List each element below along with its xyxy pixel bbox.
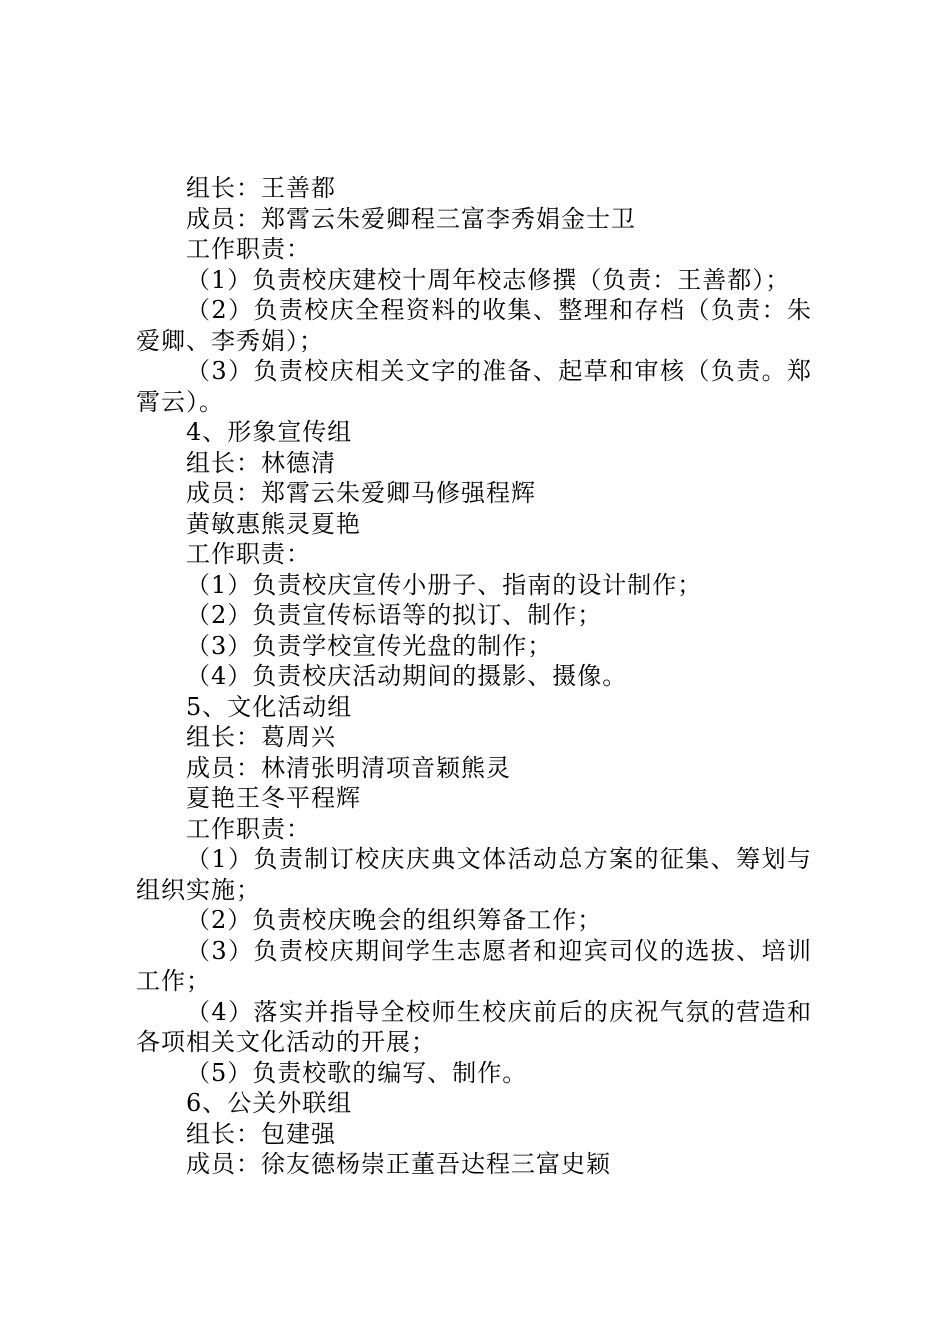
team-leader-line: 组长：葛周兴 [186,723,336,751]
duty-item: （4）落实并指导全校师生校庆前后的庆祝气氛的营造和各项相关文化活动的开展； [136,997,812,1056]
duty-item: （3）负责校庆期间学生志愿者和迎宾司仪的选拔、培训工作； [136,936,812,995]
duty-item: （3）负责学校宣传光盘的制作； [186,631,553,660]
duties-heading: 工作职责： [186,540,311,568]
team-members-line: 黄敏惠熊灵夏艳 [186,509,361,538]
team-members-line: 成员：郑霄云朱爱卿程三富李秀娟金士卫 [186,204,636,233]
duty-item: （2）负责宣传标语等的拟订、制作； [186,601,603,629]
team-members-line: 夏艳王冬平程辉 [186,784,361,812]
team-members-line: 成员：徐友德杨崇正董吾达程三富史颖 [186,1150,611,1178]
team-leader-line: 组长：林德清 [186,448,336,477]
duty-item: （2）负责校庆全程资料的收集、整理和存档（负责：朱爱卿、李秀娟）； [136,296,812,355]
team-members-line: 成员：林清张明清项音颖熊灵 [186,753,511,782]
team-leader-line: 组长：包建强 [186,1119,336,1148]
team-leader-line: 组长：王善都 [186,174,336,202]
team-members-line: 成员：郑霄云朱爱卿马修强程辉 [186,479,536,507]
duty-item: （3）负责校庆相关文字的准备、起草和审核（负责。郑霄云）。 [136,357,812,416]
duty-item: （4）负责校庆活动期间的摄影、摄像。 [186,662,628,690]
section-heading-public-relations: 6、公关外联组 [186,1089,353,1117]
duty-item: （2）负责校庆晚会的组织筹备工作； [186,906,603,934]
duty-item: （1）负责校庆宣传小册子、指南的设计制作； [186,570,703,599]
duties-heading: 工作职责： [186,235,311,263]
duty-item: （1）负责校庆建校十周年校志修撰（负责：王善都）； [186,265,791,294]
duty-item: （5）负责校歌的编写、制作。 [186,1058,528,1087]
document-body [136,173,812,1180]
duties-heading: 工作职责： [186,814,311,843]
section-heading-image-publicity: 4、形象宣传组 [186,418,353,446]
duty-item: （1）负责制订校庆庆典文体活动总方案的征集、筹划与组织实施； [136,845,812,904]
section-heading-cultural-activities: 5、文化活动组 [186,692,353,721]
